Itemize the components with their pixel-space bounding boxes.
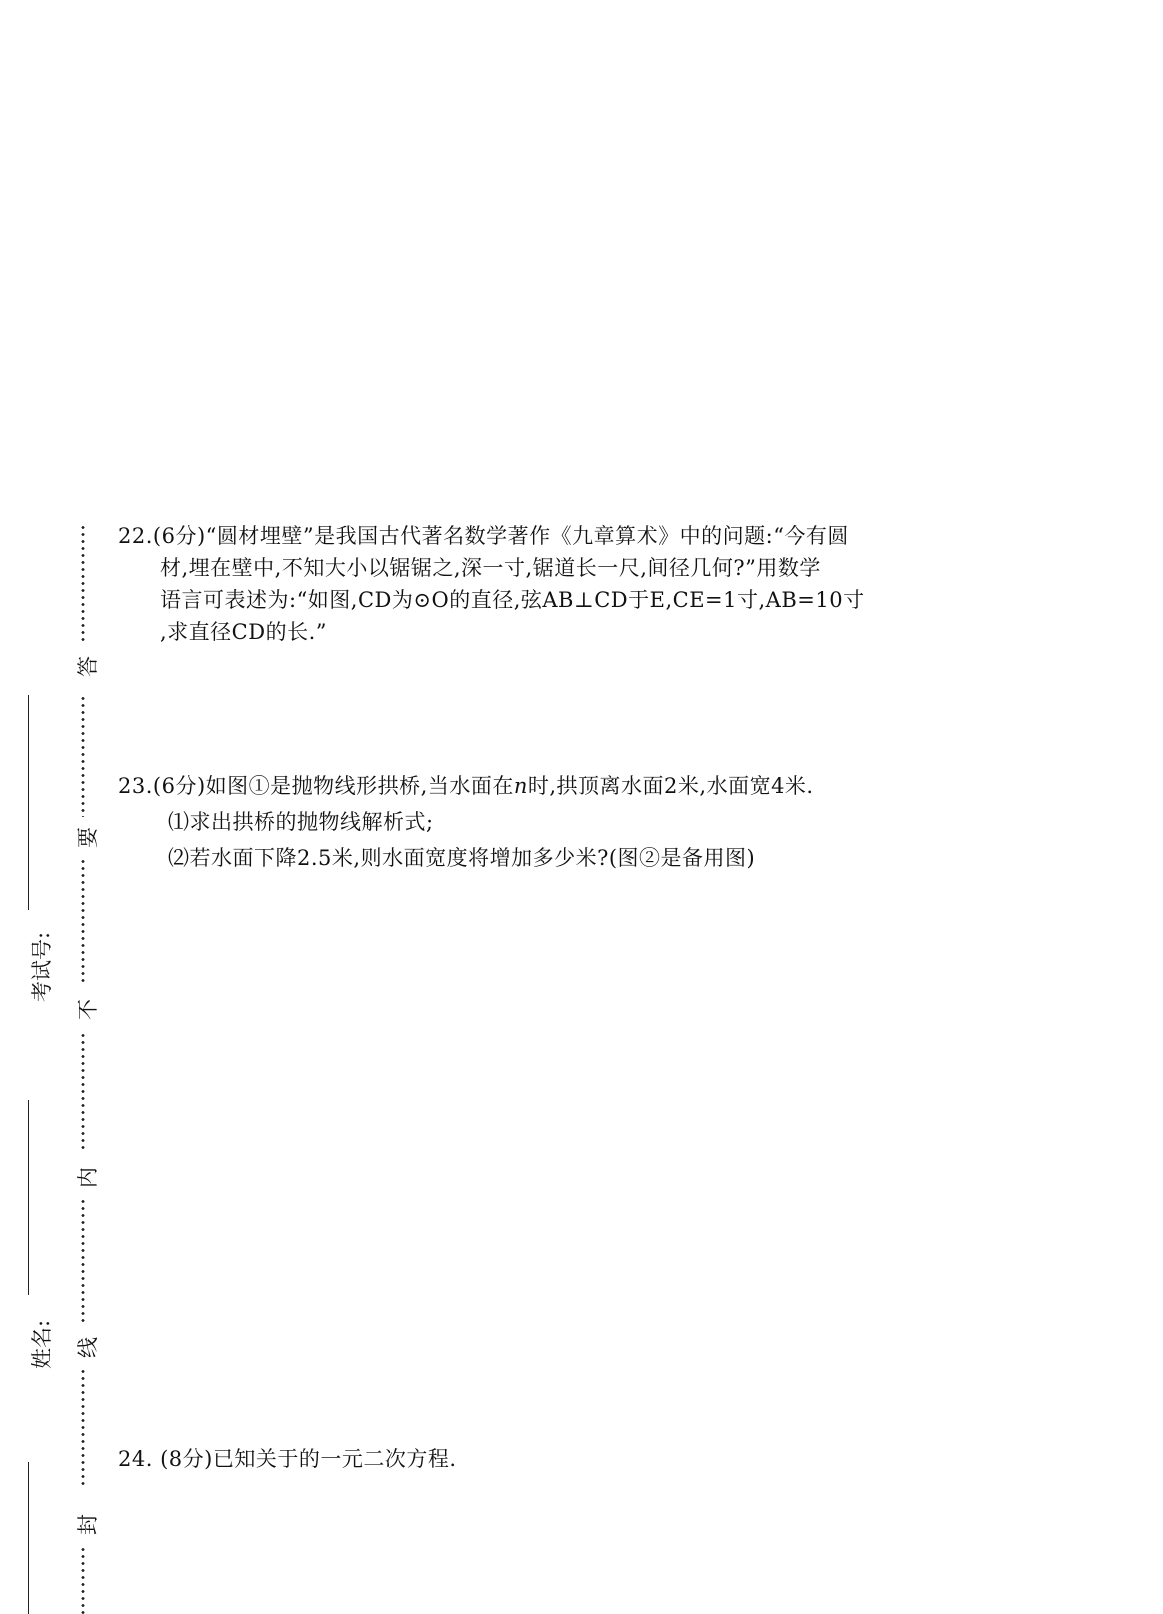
name-label: 姓名: xyxy=(30,1319,54,1369)
question-22-line: 语言可表述为:“如图,CD为⊙O的直径,弦AB⊥CD于E,CE=1寸,AB=10寸 xyxy=(160,588,865,612)
seal-dots xyxy=(80,1032,86,1150)
question-22-line: 22.(6分)“圆材埋壁”是我国古代著名数学著作《九章算术》中的问题:“今有圆 xyxy=(118,524,849,548)
class-blank xyxy=(28,1462,29,1614)
stem-text: 时,拱顶离水面2米,水面宽4米. xyxy=(527,774,814,798)
seal-char: 内 xyxy=(76,1167,100,1188)
seal-dots xyxy=(80,1546,86,1614)
seal-dots xyxy=(80,1198,86,1326)
seal-char: 线 xyxy=(76,1337,100,1358)
question-23-part-2: ⑵若水面下降2.5米,则水面宽度将增加多少米?(图②是备用图) xyxy=(168,846,756,870)
variable-n: n xyxy=(513,774,528,798)
exam-no-blank xyxy=(28,695,29,910)
question-24-stem: 24. (8分)已知关于的一元二次方程. xyxy=(118,1447,457,1471)
question-22-line: 材,埋在壁中,不知大小以锯锯之,深一寸,锯道长一尺,间径几何?”用数学 xyxy=(160,556,821,580)
exam-no-label: 考试号: xyxy=(30,931,54,1002)
seal-char: 答 xyxy=(76,656,100,677)
question-22 xyxy=(118,520,1068,648)
seal-dots xyxy=(80,695,86,817)
question-23-stem xyxy=(118,770,1068,802)
question-22-line: ,求直径CD的长.” xyxy=(160,620,327,644)
seal-char: 不 xyxy=(76,999,100,1020)
question-23-part-1: ⑴求出拱桥的抛物线解析式; xyxy=(168,810,434,834)
stem-text: 23.(6分)如图①是抛物线形拱桥,当水面在 xyxy=(118,774,514,798)
seal-dots xyxy=(80,858,86,986)
name-blank xyxy=(28,1100,29,1295)
question-24 xyxy=(118,1443,1068,1475)
seal-dots xyxy=(80,1368,86,1486)
seal-char: 要 xyxy=(76,827,100,848)
seal-dots xyxy=(80,524,86,642)
seal-char: 封 xyxy=(76,1514,100,1535)
question-23 xyxy=(118,770,1068,874)
